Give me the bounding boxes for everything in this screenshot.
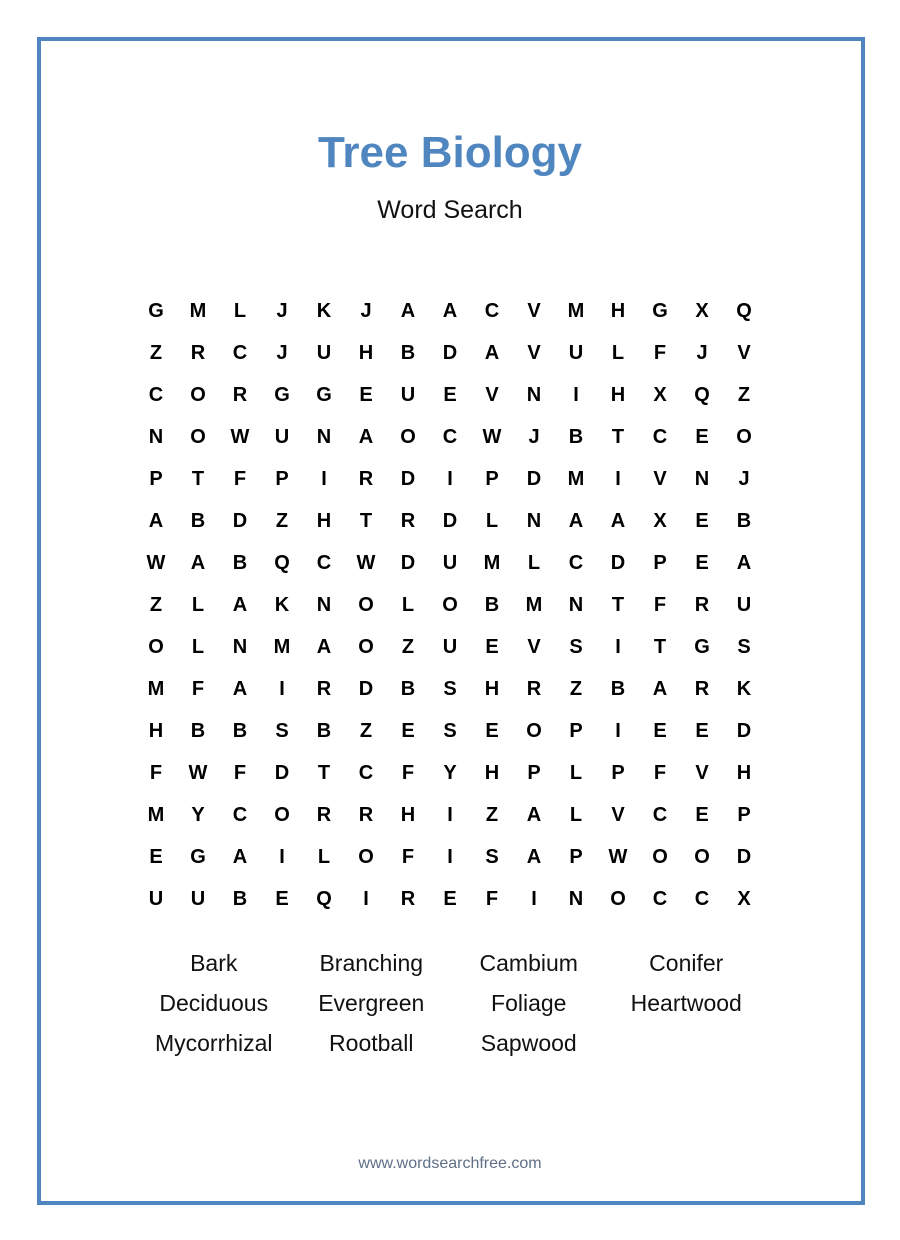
grid-row <box>135 542 765 584</box>
grid-letter: J <box>360 299 372 322</box>
grid-letter: Z <box>737 383 751 406</box>
grid-letter: Q <box>316 887 332 910</box>
grid-letter: G <box>316 383 332 406</box>
grid-letter: B <box>400 677 416 700</box>
grid-letter: D <box>232 509 248 532</box>
grid-letter: W <box>188 761 208 784</box>
grid-letter: E <box>653 719 667 742</box>
grid-letter: R <box>694 677 710 700</box>
grid-letter: U <box>568 341 584 364</box>
grid-letter: X <box>653 383 667 406</box>
grid-letter: C <box>568 551 584 574</box>
grid-letter: A <box>736 551 752 574</box>
grid-letter: L <box>191 635 205 658</box>
grid-letter: I <box>447 467 453 490</box>
grid-letter: N <box>148 425 164 448</box>
grid-letter: A <box>190 551 206 574</box>
grid-letter: S <box>737 635 751 658</box>
grid-letter: P <box>737 803 751 826</box>
grid-letter: D <box>526 467 542 490</box>
grid-letter: G <box>148 299 164 322</box>
grid-letter: R <box>232 383 248 406</box>
grid-letter: I <box>615 719 621 742</box>
grid-letter: A <box>316 635 332 658</box>
grid-letter: P <box>527 761 541 784</box>
footer-url: www.wordsearchfree.com <box>358 1155 542 1172</box>
grid-row <box>135 374 765 416</box>
grid-letter: D <box>442 509 458 532</box>
grid-letter: E <box>443 383 457 406</box>
grid-letter: Z <box>359 719 373 742</box>
grid-letter: L <box>569 761 583 784</box>
grid-letter: M <box>567 299 585 322</box>
page-subtitle: Word Search <box>377 196 523 224</box>
word-list-item: Conifer <box>649 949 724 976</box>
grid-letter: I <box>447 845 453 868</box>
grid-letter: G <box>694 635 710 658</box>
grid-letter: L <box>527 551 541 574</box>
grid-letter: A <box>148 509 164 532</box>
grid-letter: E <box>695 551 709 574</box>
grid-letter: B <box>610 677 626 700</box>
grid-letter: D <box>400 467 416 490</box>
grid-row <box>135 290 765 332</box>
grid-letter: E <box>695 425 709 448</box>
grid-letter: L <box>611 341 625 364</box>
grid-letter: D <box>736 719 752 742</box>
grid-letter: Y <box>191 803 205 826</box>
grid-letter: A <box>400 299 416 322</box>
word-list-item: Cambium <box>479 949 578 976</box>
grid-letter: O <box>358 845 374 868</box>
grid-letter: R <box>190 341 206 364</box>
grid-letter: E <box>443 887 457 910</box>
grid-letter: D <box>442 341 458 364</box>
grid-letter: F <box>149 761 163 784</box>
grid-letter: I <box>279 677 285 700</box>
grid-letter: J <box>738 467 750 490</box>
grid-letter: A <box>652 677 668 700</box>
grid-letter: E <box>485 635 499 658</box>
grid-letter: C <box>232 341 248 364</box>
grid-letter: J <box>528 425 540 448</box>
grid-letter: S <box>443 677 457 700</box>
grid-row <box>135 878 765 920</box>
grid-letter: H <box>316 509 332 532</box>
grid-letter: B <box>232 719 248 742</box>
grid-letter: O <box>358 593 374 616</box>
grid-letter: U <box>736 593 752 616</box>
grid-letter: K <box>316 299 332 322</box>
grid-letter: U <box>442 551 458 574</box>
word-list-item: Foliage <box>491 989 567 1016</box>
letter-grid <box>135 290 765 920</box>
grid-letter: B <box>568 425 584 448</box>
grid-letter: S <box>485 845 499 868</box>
grid-letter: H <box>358 341 374 364</box>
grid-letter: P <box>149 467 163 490</box>
word-list-item: Evergreen <box>318 989 425 1016</box>
grid-letter: T <box>359 509 373 532</box>
grid-letter: L <box>401 593 415 616</box>
grid-letter: R <box>400 887 416 910</box>
grid-row <box>135 710 765 752</box>
grid-letter: R <box>358 467 374 490</box>
grid-letter: C <box>652 803 668 826</box>
grid-letter: M <box>525 593 543 616</box>
grid-letter: H <box>610 299 626 322</box>
grid-letter: R <box>316 677 332 700</box>
grid-letter: Q <box>736 299 752 322</box>
grid-letter: I <box>531 887 537 910</box>
grid-letter: Z <box>485 803 499 826</box>
grid-letter: M <box>147 677 165 700</box>
grid-letter: C <box>232 803 248 826</box>
grid-letter: M <box>189 299 207 322</box>
grid-letter: F <box>401 845 415 868</box>
grid-letter: A <box>232 845 248 868</box>
grid-letter: L <box>191 593 205 616</box>
grid-letter: D <box>736 845 752 868</box>
grid-letter: C <box>316 551 332 574</box>
grid-row <box>135 416 765 458</box>
grid-letter: H <box>484 761 500 784</box>
grid-letter: V <box>611 803 625 826</box>
grid-letter: U <box>190 887 206 910</box>
grid-row <box>135 668 765 710</box>
grid-letter: N <box>568 593 584 616</box>
grid-letter: U <box>400 383 416 406</box>
grid-letter: S <box>569 635 583 658</box>
grid-letter: N <box>526 509 542 532</box>
grid-letter: M <box>567 467 585 490</box>
grid-letter: Z <box>275 509 289 532</box>
page-title: Tree Biology <box>317 128 583 177</box>
grid-letter: F <box>233 467 247 490</box>
grid-letter: G <box>190 845 206 868</box>
word-list-item: Sapwood <box>480 1029 577 1056</box>
word-list-item: Heartwood <box>630 989 742 1016</box>
grid-letter: A <box>442 299 458 322</box>
grid-letter: T <box>317 761 331 784</box>
grid-letter: S <box>443 719 457 742</box>
grid-letter: O <box>526 719 542 742</box>
grid-letter: O <box>190 383 206 406</box>
grid-letter: F <box>653 593 667 616</box>
grid-letter: V <box>527 635 541 658</box>
grid-letter: O <box>190 425 206 448</box>
grid-letter: F <box>653 341 667 364</box>
grid-letter: B <box>484 593 500 616</box>
grid-letter: B <box>400 341 416 364</box>
grid-letter: C <box>652 425 668 448</box>
grid-letter: B <box>190 509 206 532</box>
grid-letter: O <box>400 425 416 448</box>
grid-letter: V <box>695 761 709 784</box>
grid-letter: E <box>695 803 709 826</box>
grid-letter: Q <box>274 551 290 574</box>
grid-letter: K <box>736 677 752 700</box>
grid-letter: M <box>147 803 165 826</box>
grid-letter: I <box>573 383 579 406</box>
grid-row <box>135 626 765 668</box>
grid-row <box>135 794 765 836</box>
grid-letter: B <box>316 719 332 742</box>
grid-letter: D <box>610 551 626 574</box>
grid-letter: A <box>232 593 248 616</box>
grid-letter: C <box>484 299 500 322</box>
grid-letter: E <box>401 719 415 742</box>
grid-letter: Z <box>149 341 163 364</box>
grid-letter: E <box>359 383 373 406</box>
grid-letter: L <box>569 803 583 826</box>
grid-letter: B <box>232 551 248 574</box>
grid-letter: E <box>275 887 289 910</box>
grid-letter: M <box>483 551 501 574</box>
grid-letter: A <box>526 845 542 868</box>
word-list-item: Rootball <box>329 1029 414 1056</box>
grid-letter: S <box>275 719 289 742</box>
grid-letter: D <box>358 677 374 700</box>
grid-letter: T <box>611 425 625 448</box>
grid-letter: Z <box>149 593 163 616</box>
grid-letter: W <box>356 551 376 574</box>
grid-letter: F <box>233 761 247 784</box>
grid-letter: Q <box>694 383 710 406</box>
grid-letter: O <box>610 887 626 910</box>
grid-letter: H <box>148 719 164 742</box>
grid-letter: B <box>232 887 248 910</box>
grid-letter: Z <box>401 635 415 658</box>
grid-letter: P <box>569 845 583 868</box>
grid-row <box>135 500 765 542</box>
grid-letter: A <box>610 509 626 532</box>
grid-letter: C <box>148 383 164 406</box>
grid-letter: E <box>149 845 163 868</box>
word-list-item: Branching <box>319 949 424 976</box>
grid-letter: V <box>485 383 499 406</box>
grid-letter: Z <box>569 677 583 700</box>
grid-row <box>135 458 765 500</box>
grid-letter: X <box>695 299 709 322</box>
grid-letter: O <box>274 803 290 826</box>
grid-letter: O <box>694 845 710 868</box>
grid-letter: R <box>526 677 542 700</box>
grid-letter: B <box>190 719 206 742</box>
grid-letter: X <box>653 509 667 532</box>
grid-letter: T <box>653 635 667 658</box>
grid-letter: O <box>652 845 668 868</box>
grid-letter: A <box>232 677 248 700</box>
grid-letter: E <box>695 509 709 532</box>
grid-letter: P <box>611 761 625 784</box>
grid-letter: O <box>736 425 752 448</box>
grid-row <box>135 752 765 794</box>
grid-letter: T <box>191 467 205 490</box>
grid-letter: W <box>608 845 628 868</box>
grid-letter: P <box>485 467 499 490</box>
grid-letter: I <box>279 845 285 868</box>
grid-row <box>135 836 765 878</box>
word-list-item: Mycorrhizal <box>154 1029 273 1056</box>
grid-letter: V <box>527 341 541 364</box>
grid-letter: D <box>274 761 290 784</box>
grid-letter: T <box>611 593 625 616</box>
grid-letter: F <box>401 761 415 784</box>
word-list-item: Bark <box>190 949 238 976</box>
grid-letter: L <box>317 845 331 868</box>
grid-letter: B <box>736 509 752 532</box>
word-list <box>135 943 765 1063</box>
grid-letter: C <box>442 425 458 448</box>
grid-letter: A <box>526 803 542 826</box>
grid-letter: W <box>146 551 166 574</box>
grid-letter: A <box>358 425 374 448</box>
grid-letter: R <box>358 803 374 826</box>
grid-letter: J <box>696 341 708 364</box>
grid-letter: V <box>653 467 667 490</box>
grid-letter: L <box>233 299 247 322</box>
grid-letter: U <box>316 341 332 364</box>
grid-letter: D <box>400 551 416 574</box>
grid-letter: F <box>653 761 667 784</box>
grid-letter: G <box>652 299 668 322</box>
grid-letter: N <box>232 635 248 658</box>
grid-letter: U <box>442 635 458 658</box>
grid-letter: V <box>527 299 541 322</box>
grid-letter: N <box>568 887 584 910</box>
grid-letter: R <box>316 803 332 826</box>
grid-row <box>135 584 765 626</box>
grid-letter: X <box>737 887 751 910</box>
grid-letter: G <box>274 383 290 406</box>
word-list-item: Deciduous <box>159 989 269 1016</box>
grid-letter: E <box>485 719 499 742</box>
grid-letter: K <box>274 593 290 616</box>
grid-letter: O <box>442 593 458 616</box>
grid-letter: W <box>230 425 250 448</box>
grid-letter: Y <box>443 761 457 784</box>
grid-letter: U <box>274 425 290 448</box>
grid-letter: I <box>321 467 327 490</box>
grid-letter: R <box>694 593 710 616</box>
grid-letter: A <box>484 341 500 364</box>
grid-letter: A <box>568 509 584 532</box>
grid-letter: C <box>652 887 668 910</box>
grid-letter: W <box>482 425 502 448</box>
grid-row <box>135 332 765 374</box>
grid-letter: H <box>484 677 500 700</box>
grid-letter: E <box>695 719 709 742</box>
grid-letter: N <box>316 593 332 616</box>
grid-letter: V <box>737 341 751 364</box>
grid-letter: P <box>569 719 583 742</box>
grid-letter: O <box>148 635 164 658</box>
grid-letter: R <box>400 509 416 532</box>
grid-letter: N <box>526 383 542 406</box>
grid-letter: J <box>276 299 288 322</box>
grid-letter: F <box>191 677 205 700</box>
grid-letter: P <box>653 551 667 574</box>
grid-letter: L <box>485 509 499 532</box>
grid-letter: O <box>358 635 374 658</box>
grid-letter: J <box>276 341 288 364</box>
grid-letter: C <box>694 887 710 910</box>
grid-letter: I <box>447 803 453 826</box>
grid-letter: C <box>358 761 374 784</box>
grid-letter: H <box>736 761 752 784</box>
grid-letter: F <box>485 887 499 910</box>
grid-letter: H <box>400 803 416 826</box>
grid-letter: H <box>610 383 626 406</box>
grid-letter: I <box>363 887 369 910</box>
grid-letter: N <box>316 425 332 448</box>
grid-letter: N <box>694 467 710 490</box>
grid-letter: U <box>148 887 164 910</box>
grid-letter: P <box>275 467 289 490</box>
grid-letter: I <box>615 635 621 658</box>
grid-letter: M <box>273 635 291 658</box>
grid-letter: I <box>615 467 621 490</box>
